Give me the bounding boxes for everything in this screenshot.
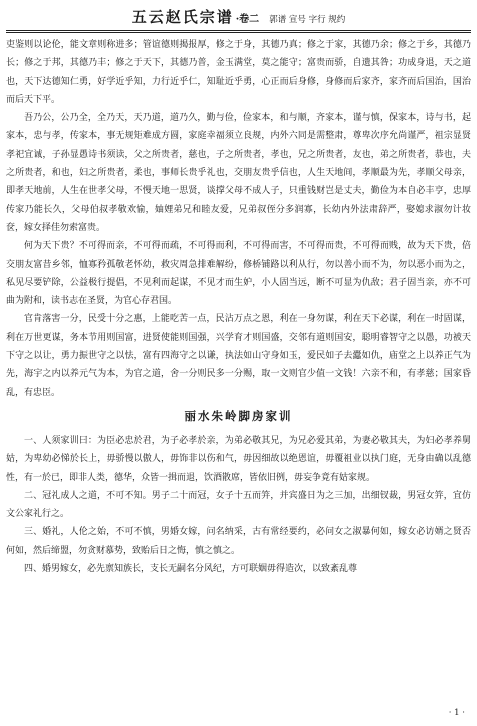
section-heading: 丽水朱岭脚房家训	[184, 408, 293, 423]
rule-item: 四、婚男嫁女，必先禀知族长，支长无嗣名分风纪，方可联姻毋得造次，以致紊乱尊	[24, 564, 358, 575]
rule-item: 一、人须家训曰：为臣必忠於君，为子必孝於亲，为弟必敬其兄，为兄必爱其弟，为妻必敬其夫，为妇必孝养舅姑，为卑幼必悌於长上，毋骄慢以傲人，毋饰非以伤和气，毋因细故以绝恩谊，毋覆祖业以执门庭，无身由确以乱德性，有一於已，即非人类，德华，众皆一揖而退，饮酒散席，皆依旧例，毋妄争竟有姑家规。	[6, 435, 471, 483]
rule-item: 二、冠礼成人之道，不可不知。男子二十而冠，女子十五而笄，并宾盛日为之三加，出细钗裁，男冠女笄，宜仿文公家礼行之。	[6, 490, 471, 520]
section-list: 郭谱 宣号 字行 规约	[269, 15, 346, 25]
book-title: 五云赵氏宗谱	[131, 8, 234, 26]
page-body	[6, 36, 471, 578]
rule-item: 三、婚礼，人伦之始，不可不慎，男婚女嫁，问名纳采，古有常经要约，必问女之淑暴何如，嫁女必访婿之贤否何如，然后缔盟，勿贪财慕势，致贻后日之悔，慎之慎之。	[6, 527, 471, 556]
paragraph: 吏鉴则以论伦，能文章则称进多；管谊德则揭报厚，修之于身，其德乃真；修之于家，其德乃余；修之于乡，其德乃长；修之于邦，其德乃丰；修之于天下，其德乃普，金玉满堂，莫之能守；富贵而骄，自遗其咎；功成身退，天之道也，天下达德知仁勇，好学近乎知，力行近乎仁，知耻近乎勇，心正而后身修，身修而后家齐，家齐而后国治，国治而后天下平。	[6, 40, 471, 105]
volume-label: ·卷二	[235, 14, 260, 25]
header-rule	[6, 30, 471, 31]
paragraph: 何为天下贵？不可得而亲，不可得而疏，不可得而利，不可得而害，不可得而贵，不可得而贱，故为天下贵，倍交朋友富昔乡邻，恤寡矜孤敬老怀幼，救灾周急排难解纷，修桥铺路以利从行，勿以善小而不为，勿以恶小而为之，私见尽要铲除，公益极行提倡，不见利而起谋，不见才而生妒，小人固当远，断不可显为仇敌；君子固当亲，亦不可曲为附和，读书志在圣贤，为官心存君国。	[6, 241, 471, 307]
header-rule-double	[6, 32, 471, 33]
page-header	[0, 6, 477, 32]
page-number: · 1 ·	[448, 708, 465, 718]
paragraph: 吾乃公，公乃全，全乃天，天乃道，道乃久，勤与俭，俭家本，和与顺，齐家本，谨与慎，保家本，诗与书，起家本，忠与孝，传家本，事无规矩难成方圆，家庭幸福须立良规，内外六同是需整肃，尊卑次序允尚谨严，祖宗显贤孝祀宜诚，子孙显愚诗书须读，父之所贵者，慈也，子之所贵者，孝也，兄之所贵者，友也，弟之所贵者，恭也，夫之所贵者，和也，妇之所贵者，柔也，事师长贵乎礼也，交朋友贵乎信也，人生天地间，孝顺最为先，孝顺父母亲，即孝天地前，人生在世孝父母，不慢天地一思贤，谈撑父母不成人子，只重钱财岂是丈夫，勤俭为本自必丰亨，忠厚传家乃能长久，父母伯叔孝敬欢愉，妯娌弟兄和睦友爱，兄弟叔侄分多润寡，长幼内外法肃辞严，娶媳求淑勿计妆奁，嫁女择佳勿索富贵。	[6, 113, 471, 233]
paragraph: 官肯落害一分，民受十分之惠，上能吃苦一点，民沾万点之恩，利在一身勿谋，利在天下必谋，利在一时固谋，利在万世更谋，务本节用则国富，进贤使能则国强，兴学育才则国盛，交邻有道则国安，聪明睿智守之以愚，功被天下守之以让，勇力振世守之以怯，富有四海守之以谦，执法如山守身如玉，爱民如子去蠹如仇，庙堂之上以养正气为先，海宇之内以养元气为本，为官之道，舍一分则民多一分赐，取一文则官少值一文钱！六亲不和，有孝慈；国家昏乱，有忠臣。	[6, 314, 471, 398]
